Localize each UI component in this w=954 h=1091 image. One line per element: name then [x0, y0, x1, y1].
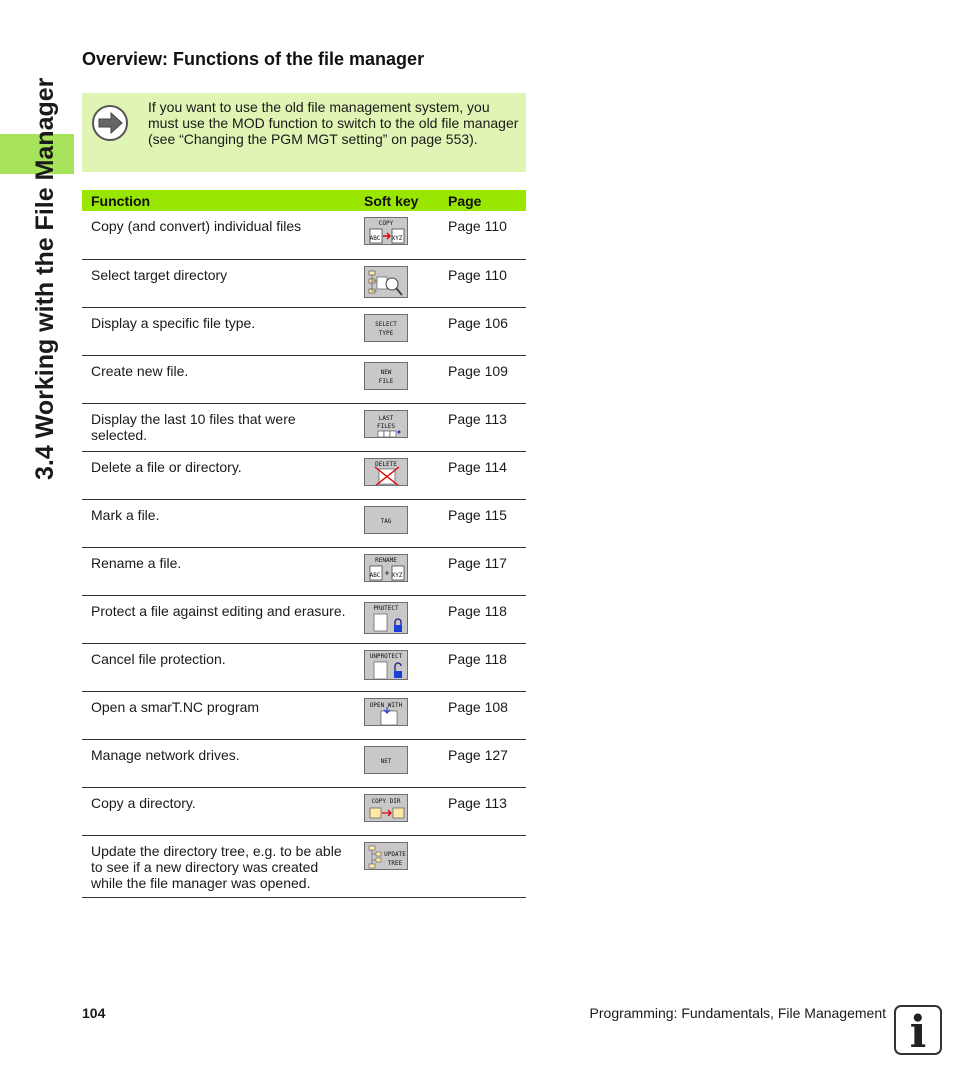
info-letter: i [909, 1007, 927, 1053]
page-cell: Page 127 [444, 739, 526, 787]
table-row [82, 691, 526, 739]
softkey-label: PROTECT [373, 604, 399, 612]
page-cell: Page 114 [444, 451, 526, 499]
note-box [82, 93, 526, 172]
note-text: If you want to use the old file management system, you must use the MOD function to switch to the old file manager (see “Changing the PGM MGT setting” on page 553). [148, 99, 519, 147]
softkey-label: TREE [387, 859, 403, 867]
function-cell: Open a smarT.NC program [82, 691, 355, 739]
table-row [82, 451, 526, 499]
header-page: Page [444, 190, 526, 211]
functions-table [82, 190, 526, 898]
open-file-icon [365, 699, 408, 726]
page-number: 104 [82, 1005, 106, 1021]
page-cell: Page 108 [444, 691, 526, 739]
table-row [82, 307, 526, 355]
softkey-label: TYPE [378, 329, 394, 337]
function-cell: Display the last 10 files that were selected. [82, 403, 355, 451]
table-row [82, 259, 526, 307]
info-glyph [896, 1007, 940, 1053]
page-cell: Page 110 [444, 259, 526, 307]
copy-softkey[interactable] [364, 217, 408, 245]
function-cell: Update the directory tree, e.g. to be able to see if a new directory was created while the file manager was opened. [82, 835, 355, 897]
delete-cross-icon [365, 459, 408, 486]
softkey-label: XYZ [391, 571, 403, 579]
page-cell: Page 113 [444, 787, 526, 835]
header-function: Function [82, 190, 355, 211]
softkey-label: XYZ [391, 235, 403, 242]
page-cell: Page 118 [444, 595, 526, 643]
softkey-label: TAG [380, 517, 392, 525]
function-cell: Protect a file against editing and erasure. [82, 595, 355, 643]
function-cell: Copy a directory. [82, 787, 355, 835]
softkey-label: RENAME [375, 556, 397, 564]
rename-softkey[interactable] [364, 554, 408, 582]
page-cell [444, 835, 526, 897]
function-cell: Cancel file protection. [82, 643, 355, 691]
softkey-label: ABC [369, 571, 381, 579]
function-cell: Rename a file. [82, 547, 355, 595]
directory-search-icon [365, 267, 408, 298]
table-row [82, 355, 526, 403]
table-row [82, 595, 526, 643]
softkey-label: SELECT [375, 320, 397, 328]
page-cell: Page 115 [444, 499, 526, 547]
softkey-label: LAST [378, 414, 394, 422]
function-cell: Manage network drives. [82, 739, 355, 787]
function-cell: Mark a file. [82, 499, 355, 547]
function-cell: Create new file. [82, 355, 355, 403]
footer-title: Programming: Fundamentals, File Management [589, 1005, 886, 1021]
function-cell: Copy (and convert) individual files [82, 211, 355, 259]
page-cell: Page 109 [444, 355, 526, 403]
table-row [82, 835, 526, 897]
table-row [82, 643, 526, 691]
net-softkey[interactable] [364, 746, 408, 774]
table-row [82, 739, 526, 787]
lock-icon [365, 603, 408, 634]
page-cell: Page 113 [444, 403, 526, 451]
softkey-label: DELETE [375, 460, 397, 468]
last-files-softkey[interactable] [364, 410, 408, 438]
table-row [82, 403, 526, 451]
function-cell: Display a specific file type. [82, 307, 355, 355]
tag-softkey[interactable] [364, 506, 408, 534]
delete-softkey[interactable] [364, 458, 408, 486]
header-softkey: Soft key [355, 190, 444, 211]
protect-softkey[interactable] [364, 602, 408, 634]
softkey-label: COPY DIR [371, 797, 401, 805]
file-stack-icon [365, 411, 408, 438]
table-header-row [82, 190, 526, 211]
open-with-softkey[interactable] [364, 698, 408, 726]
softkey-label: UPDATE [384, 850, 406, 858]
softkey-label: UNPROTECT [369, 652, 403, 660]
info-icon [894, 1005, 942, 1055]
chapter-title: 3.4 Working with the File Manager [31, 77, 59, 480]
page-cell: Page 117 [444, 547, 526, 595]
page-cell: Page 110 [444, 211, 526, 259]
table-row [82, 499, 526, 547]
softkey-label: FILE [378, 377, 394, 385]
copy-folder-icon [365, 795, 408, 822]
softkey-label: COPY [378, 220, 394, 227]
table-row [82, 547, 526, 595]
select-type-softkey[interactable] [364, 314, 408, 342]
function-cell: Delete a file or directory. [82, 451, 355, 499]
page-cell: Page 106 [444, 307, 526, 355]
copy-dir-softkey[interactable] [364, 794, 408, 822]
softkey-label: NEW [380, 368, 392, 376]
arrow-right-icon [91, 104, 129, 142]
softkey-label: FILES [376, 422, 396, 430]
function-cell: Select target directory [82, 259, 355, 307]
softkey-label: NET [380, 757, 392, 765]
select-target-directory-softkey[interactable] [364, 266, 408, 298]
unlock-icon [365, 651, 408, 680]
table-row [82, 787, 526, 835]
section-heading: Overview: Functions of the file manager [82, 49, 425, 69]
update-tree-softkey[interactable] [364, 842, 408, 870]
new-file-softkey[interactable] [364, 362, 408, 390]
page-cell: Page 118 [444, 643, 526, 691]
softkey-label: OPEN WITH [369, 701, 403, 709]
unprotect-softkey[interactable] [364, 650, 408, 680]
table-row [82, 211, 526, 259]
softkey-label: ABC [369, 235, 381, 242]
